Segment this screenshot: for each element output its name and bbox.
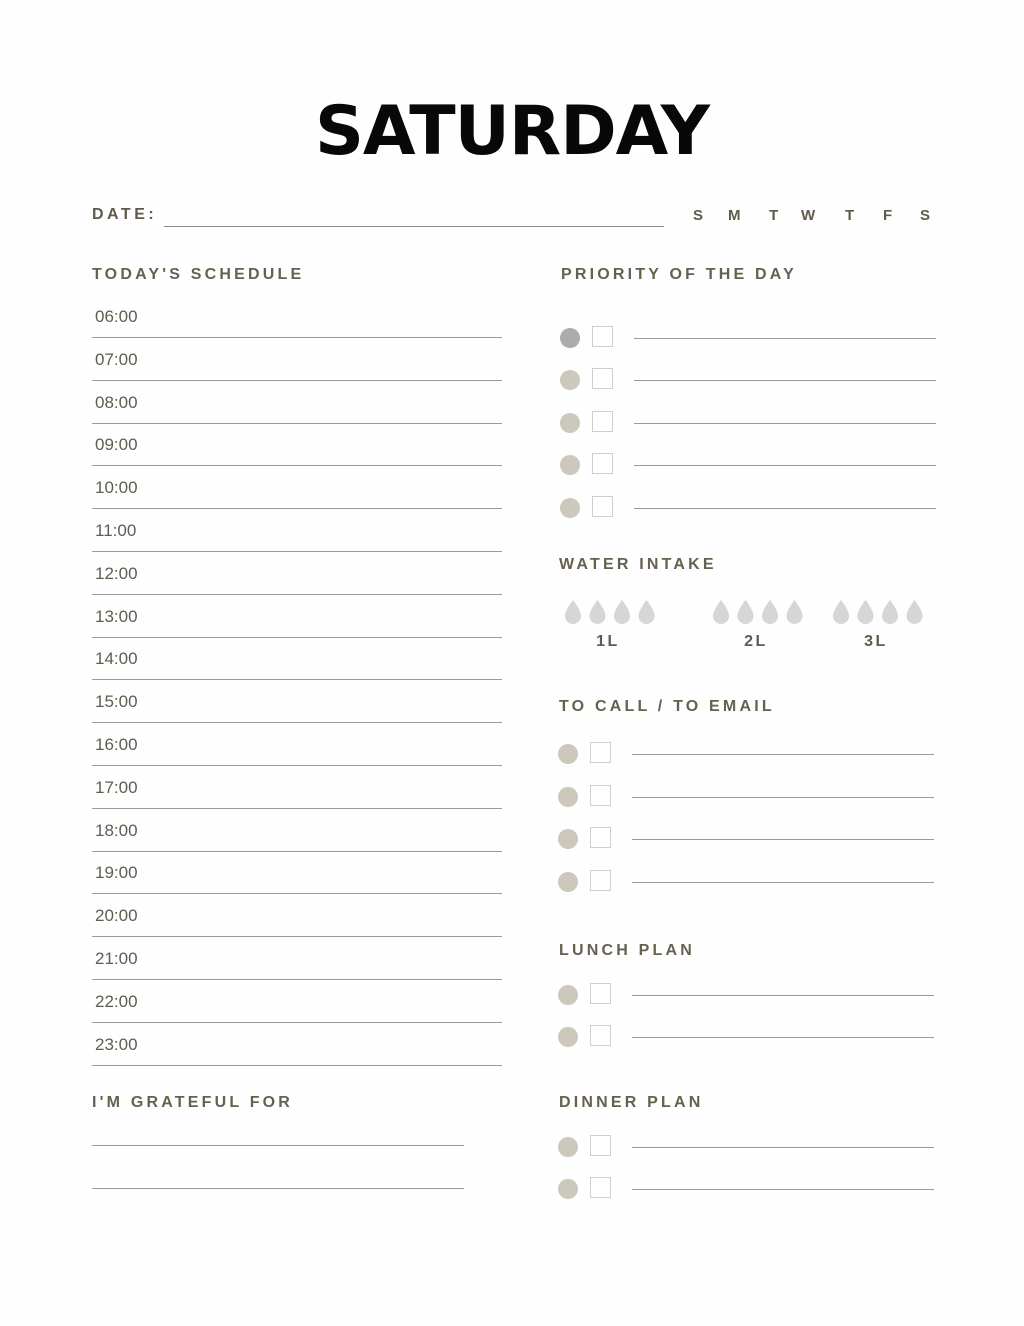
bullet-dot — [558, 985, 578, 1005]
water-drop-group — [563, 598, 661, 628]
water-drop-icon[interactable] — [882, 600, 898, 624]
bullet-dot — [558, 1027, 578, 1047]
task-row — [560, 368, 936, 392]
schedule-row[interactable] — [92, 295, 502, 338]
priority-title: PRIORITY OF THE DAY — [561, 266, 797, 283]
checkbox[interactable] — [590, 1025, 611, 1046]
schedule-row[interactable] — [92, 809, 502, 852]
water-drop-icon[interactable] — [738, 600, 754, 624]
task-input-line[interactable] — [634, 423, 936, 424]
water-intake-title: WATER INTAKE — [559, 556, 717, 573]
schedule-time: 13:00 — [95, 606, 138, 626]
checkbox[interactable] — [590, 1135, 611, 1156]
task-row — [558, 983, 934, 1007]
water-drop-icon[interactable] — [762, 600, 778, 624]
schedule-time: 15:00 — [95, 692, 138, 712]
weekday-toggle[interactable]: S — [693, 207, 704, 224]
task-row — [560, 453, 936, 477]
schedule-time: 17:00 — [95, 777, 138, 797]
water-drop-icon[interactable] — [565, 600, 581, 624]
schedule-time: 07:00 — [95, 349, 138, 369]
schedule-time: 23:00 — [95, 1034, 138, 1054]
task-row — [558, 785, 934, 809]
checkbox[interactable] — [592, 496, 613, 517]
schedule-row[interactable] — [92, 466, 502, 509]
task-input-line[interactable] — [632, 754, 934, 755]
task-input-line[interactable] — [632, 797, 934, 798]
schedule-row[interactable] — [92, 595, 502, 638]
bullet-dot — [560, 413, 580, 433]
schedule-row[interactable] — [92, 509, 502, 552]
schedule-row[interactable] — [92, 937, 502, 980]
task-input-line[interactable] — [634, 380, 936, 381]
water-drop-icon[interactable] — [787, 600, 803, 624]
grateful-title: I'M GRATEFUL FOR — [92, 1094, 294, 1111]
to-call-title: TO CALL / TO EMAIL — [559, 698, 775, 715]
bullet-dot — [560, 328, 580, 348]
bullet-dot — [560, 455, 580, 475]
checkbox[interactable] — [590, 785, 611, 806]
schedule-title: TODAY'S SCHEDULE — [92, 266, 305, 283]
schedule-time: 12:00 — [95, 563, 138, 583]
checkbox[interactable] — [590, 983, 611, 1004]
schedule-time: 06:00 — [95, 307, 138, 326]
bullet-dot — [560, 498, 580, 518]
bullet-dot — [558, 829, 578, 849]
water-liter-label: 2L — [744, 633, 768, 650]
page-title: SATURDAY — [314, 92, 710, 171]
schedule-time: 22:00 — [95, 991, 138, 1011]
bullet-dot — [558, 1137, 578, 1157]
weekday-toggle[interactable]: S — [920, 207, 931, 224]
schedule-time: 10:00 — [95, 478, 138, 498]
bullet-dot — [560, 370, 580, 390]
checkbox[interactable] — [590, 827, 611, 848]
water-drop-icon[interactable] — [639, 600, 655, 624]
schedule-row[interactable] — [92, 894, 502, 937]
schedule-time: 14:00 — [95, 649, 138, 669]
schedule-time: 08:00 — [95, 392, 138, 412]
weekday-toggle[interactable]: M — [728, 207, 741, 224]
bullet-dot — [558, 1179, 578, 1199]
schedule-line — [92, 1065, 502, 1066]
weekday-toggle[interactable]: F — [883, 207, 893, 224]
task-input-line[interactable] — [632, 1147, 934, 1148]
task-row — [560, 411, 936, 435]
schedule-time: 16:00 — [95, 735, 138, 754]
schedule-row[interactable] — [92, 851, 502, 894]
bullet-dot — [558, 872, 578, 892]
grateful-line[interactable] — [92, 1145, 464, 1146]
checkbox[interactable] — [590, 1177, 611, 1198]
checkbox[interactable] — [590, 742, 611, 763]
water-drop-group — [831, 598, 929, 628]
weekday-toggle[interactable]: T — [769, 207, 779, 224]
weekday-toggle[interactable]: T — [845, 207, 855, 224]
dinner-plan-title: DINNER PLAN — [559, 1094, 704, 1111]
weekday-toggle[interactable]: W — [801, 207, 816, 224]
task-input-line[interactable] — [632, 882, 934, 883]
schedule-row[interactable] — [92, 766, 502, 809]
schedule-row[interactable] — [92, 680, 502, 723]
task-input-line[interactable] — [632, 839, 934, 840]
schedule-time: 20:00 — [95, 906, 138, 926]
task-row — [558, 1177, 934, 1201]
lunch-plan-title: LUNCH PLAN — [559, 942, 695, 959]
schedule-row[interactable] — [92, 980, 502, 1023]
task-row — [558, 1135, 934, 1159]
task-row — [558, 1025, 934, 1049]
task-row — [560, 496, 936, 520]
schedule-time: 09:00 — [95, 435, 138, 455]
bullet-dot — [558, 744, 578, 764]
date-label: DATE: — [92, 206, 158, 223]
task-row — [558, 827, 934, 851]
task-input-line[interactable] — [634, 465, 936, 466]
task-row — [558, 742, 934, 766]
schedule-row[interactable] — [92, 381, 502, 424]
water-drop-group — [711, 598, 809, 628]
checkbox[interactable] — [590, 870, 611, 891]
task-input-line[interactable] — [632, 1037, 934, 1038]
schedule-row[interactable] — [92, 723, 502, 766]
water-liter-label: 3L — [864, 633, 888, 650]
schedule-time: 11:00 — [95, 521, 137, 540]
task-row — [560, 326, 936, 350]
grateful-line[interactable] — [92, 1188, 464, 1189]
task-input-line[interactable] — [632, 1189, 934, 1190]
checkbox[interactable] — [592, 326, 613, 347]
task-row — [558, 870, 934, 894]
task-input-line[interactable] — [634, 508, 936, 509]
schedule-row[interactable] — [92, 1023, 502, 1066]
water-drop-icon[interactable] — [907, 600, 923, 624]
schedule-row[interactable] — [92, 637, 502, 680]
task-input-line[interactable] — [632, 995, 934, 996]
water-drop-icon[interactable] — [858, 600, 874, 624]
water-drop-icon[interactable] — [590, 600, 606, 624]
schedule-row[interactable] — [92, 552, 502, 595]
checkbox[interactable] — [592, 411, 613, 432]
schedule-row[interactable] — [92, 338, 502, 381]
water-liter-label: 1L — [596, 633, 620, 650]
schedule-time: 18:00 — [95, 820, 138, 840]
task-input-line[interactable] — [634, 338, 936, 339]
schedule-row[interactable] — [92, 423, 502, 466]
water-drop-icon[interactable] — [614, 600, 630, 624]
checkbox[interactable] — [592, 453, 613, 474]
schedule-time: 21:00 — [95, 949, 138, 968]
water-drop-icon[interactable] — [833, 600, 849, 624]
date-input-line[interactable] — [164, 226, 664, 227]
water-drop-icon[interactable] — [713, 600, 729, 624]
schedule-time: 19:00 — [95, 863, 138, 883]
checkbox[interactable] — [592, 368, 613, 389]
bullet-dot — [558, 787, 578, 807]
